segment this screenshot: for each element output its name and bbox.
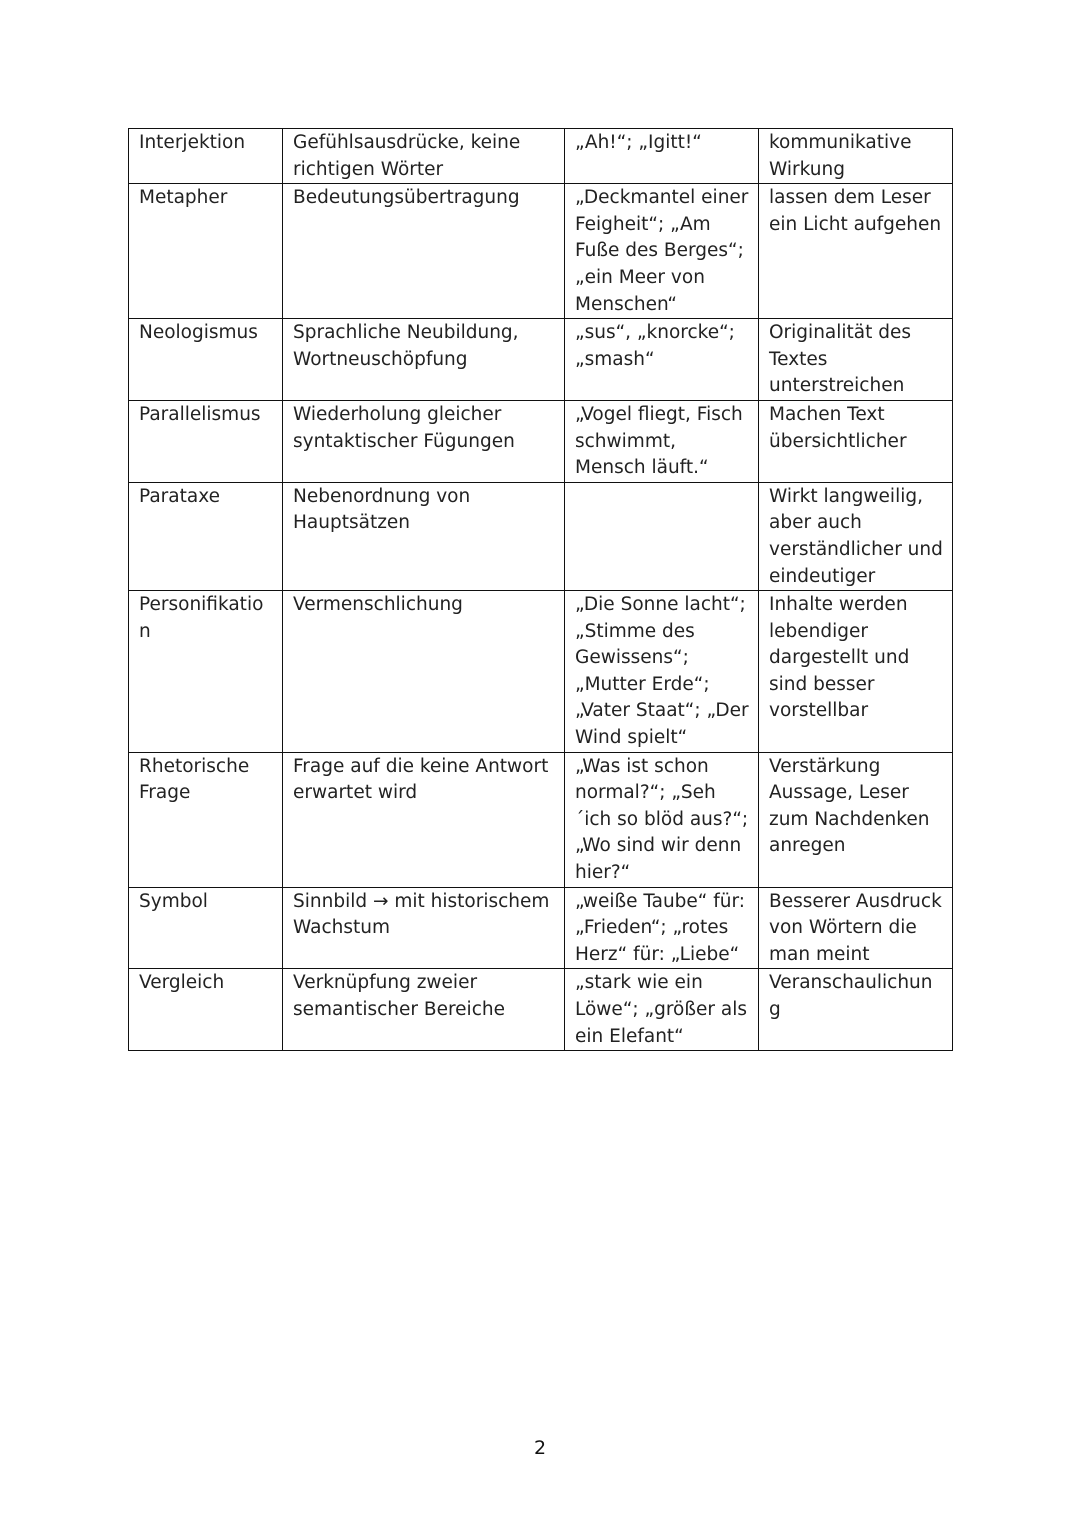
- table-row: [129, 969, 953, 1051]
- definition-cell: Verknüpfung zweier semantischer Bereiche: [283, 969, 565, 1051]
- term-cell: Personifikation: [129, 591, 283, 753]
- example-cell: „sus“, „knorcke“; „smash“: [565, 319, 759, 401]
- definition-cell: Gefühlsausdrücke, keine richtigen Wörter: [283, 129, 565, 184]
- effect-cell: Originalität des Textes unterstreichen: [759, 319, 953, 401]
- definition-cell: Sprachliche Neubildung, Wortneuschöpfung: [283, 319, 565, 401]
- term-cell: Rhetorische Frage: [129, 752, 283, 887]
- term-cell: Vergleich: [129, 969, 283, 1051]
- definition-cell: Vermenschlichung: [283, 591, 565, 753]
- example-cell: „weiße Taube“ für: „Frieden“; „rotes Herz“ für: „Liebe“: [565, 887, 759, 969]
- example-cell: „Ah!“; „Igitt!“: [565, 129, 759, 184]
- effect-cell: Machen Text übersichtlicher: [759, 400, 953, 482]
- example-cell: „Was ist schon normal?“; „Seh´ich so blöd aus?“; „Wo sind wir denn hier?“: [565, 752, 759, 887]
- table-row: [129, 591, 953, 753]
- term-cell: Interjektion: [129, 129, 283, 184]
- table-row: [129, 184, 953, 319]
- stylistic-devices-table: [128, 128, 953, 1051]
- effect-cell: lassen dem Leser ein Licht aufgehen: [759, 184, 953, 319]
- definition-cell: Sinnbild → mit historischem Wachstum: [283, 887, 565, 969]
- table-row: [129, 887, 953, 969]
- effect-cell: Veranschaulichung: [759, 969, 953, 1051]
- table-row: [129, 482, 953, 590]
- definition-cell: Frage auf die keine Antwort erwartet wird: [283, 752, 565, 887]
- table-row: [129, 129, 953, 184]
- effect-cell: Inhalte werden lebendiger dargestellt und sind besser vorstellbar: [759, 591, 953, 753]
- definition-cell: Nebenordnung von Hauptsätzen: [283, 482, 565, 590]
- table-row: [129, 752, 953, 887]
- table-row: [129, 400, 953, 482]
- example-cell: „stark wie ein Löwe“; „größer als ein Elefant“: [565, 969, 759, 1051]
- effect-cell: Wirkt langweilig, aber auch verständlicher und eindeutiger: [759, 482, 953, 590]
- table-row: [129, 319, 953, 401]
- effect-cell: kommunikative Wirkung: [759, 129, 953, 184]
- term-cell: Metapher: [129, 184, 283, 319]
- example-cell: „Deckmantel einer Feigheit“; „Am Fuße des Berges“; „ein Meer von Menschen“: [565, 184, 759, 319]
- example-cell: „Die Sonne lacht“; „Stimme des Gewissens“; „Mutter Erde“; „Vater Staat“; „Der Wind spielt“: [565, 591, 759, 753]
- effect-cell: Besserer Ausdruck von Wörtern die man meint: [759, 887, 953, 969]
- example-cell: [565, 482, 759, 590]
- term-cell: Neologismus: [129, 319, 283, 401]
- example-cell: „Vogel fliegt, Fisch schwimmt, Mensch läuft.“: [565, 400, 759, 482]
- effect-cell: Verstärkung Aussage, Leser zum Nachdenken anregen: [759, 752, 953, 887]
- term-cell: Symbol: [129, 887, 283, 969]
- definition-cell: Bedeutungsübertragung: [283, 184, 565, 319]
- definition-cell: Wiederholung gleicher syntaktischer Fügungen: [283, 400, 565, 482]
- page-number: 2: [533, 1437, 547, 1459]
- term-cell: Parallelismus: [129, 400, 283, 482]
- term-cell: Parataxe: [129, 482, 283, 590]
